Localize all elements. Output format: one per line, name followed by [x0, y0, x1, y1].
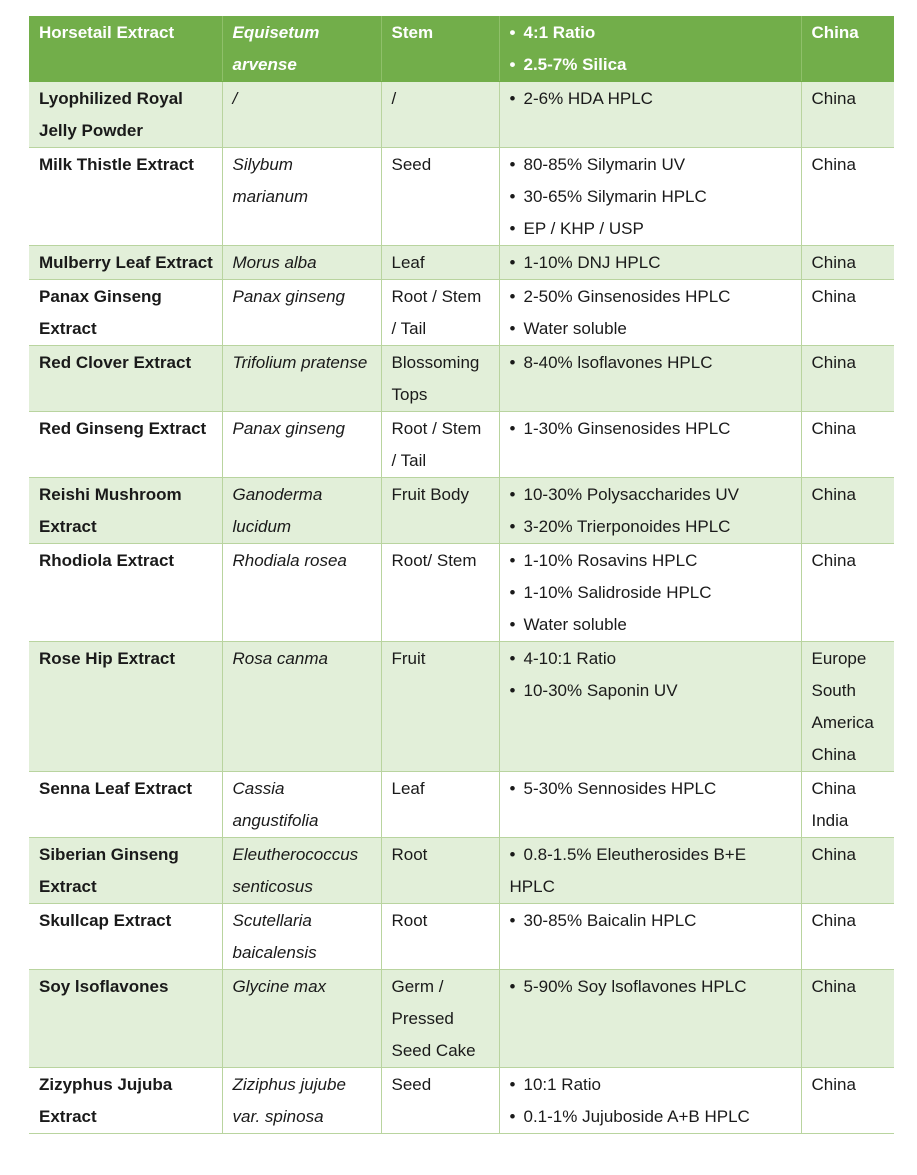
bullet-icon: •: [509, 155, 516, 174]
latin-name: Ziziphus jujube var. spinosa: [222, 1068, 381, 1134]
origin-country: China: [811, 551, 856, 570]
bullet-icon: •: [509, 485, 516, 504]
specification-text: 30-85% Baicalin HPLC: [523, 911, 697, 930]
specification-item: [510, 1101, 793, 1133]
bullet-icon: •: [509, 1075, 516, 1094]
specification-item: [510, 1069, 793, 1101]
latin-name: Silybum marianum: [222, 148, 381, 246]
origin-country: China: [811, 287, 856, 306]
bullet-icon: •: [509, 219, 516, 238]
specification-text: 10-30% Saponin UV: [523, 681, 678, 700]
bullet-icon: •: [509, 23, 516, 42]
table-row: [29, 246, 894, 280]
bullet-icon: •: [509, 319, 516, 338]
specification-list: [499, 280, 801, 346]
plant-part: Root: [381, 838, 499, 904]
latin-name: /: [222, 82, 381, 148]
origin-list: [801, 838, 894, 904]
specification-text: EP / KHP / USP: [523, 219, 644, 238]
plant-part: Seed: [381, 1068, 499, 1134]
product-name: Siberian Ginseng Extract: [29, 838, 222, 904]
specification-text: 0.8-1.5% Eleutherosides B+E HPLC: [509, 845, 747, 896]
specification-list: [499, 904, 801, 970]
latin-name: Ganoderma lucidum: [222, 478, 381, 544]
specification-text: 10-30% Polysaccharides UV: [523, 485, 739, 504]
table-row: [29, 82, 894, 148]
bullet-icon: •: [509, 977, 516, 996]
origin-list: [801, 904, 894, 970]
product-name: Soy lsoflavones: [29, 970, 222, 1068]
plant-part: Germ / Pressed Seed Cake: [381, 970, 499, 1068]
origin-country: China: [811, 977, 856, 996]
plant-part: Leaf: [381, 772, 499, 838]
origin-country: China: [811, 155, 856, 174]
plant-part: Root / Stem / Tail: [381, 280, 499, 346]
specification-list: [499, 642, 801, 772]
specification-item: [510, 17, 793, 49]
specification-text: 0.1-1% Jujuboside A+B HPLC: [523, 1107, 750, 1126]
bullet-icon: •: [509, 517, 516, 536]
plant-part: Stem: [381, 16, 499, 82]
specification-list: [499, 1068, 801, 1134]
origin-list: [801, 82, 894, 148]
table-row: [29, 412, 894, 478]
bullet-icon: •: [509, 779, 516, 798]
specification-text: 30-65% Silymarin HPLC: [523, 187, 707, 206]
product-name: Mulberry Leaf Extract: [29, 246, 222, 280]
specification-text: 5-30% Sennosides HPLC: [523, 779, 717, 798]
latin-name: Panax ginseng: [222, 280, 381, 346]
origin-list: [801, 1068, 894, 1134]
bullet-icon: •: [509, 649, 516, 668]
latin-name: Trifolium pratense: [222, 346, 381, 412]
specification-item: [510, 609, 793, 641]
plant-part: Root: [381, 904, 499, 970]
plant-part: Blossoming Tops: [381, 346, 499, 412]
latin-name: Equisetum arvense: [222, 16, 381, 82]
plant-part: Leaf: [381, 246, 499, 280]
specification-text: 4-10:1 Ratio: [523, 649, 617, 668]
specification-item: [510, 773, 793, 805]
latin-name: Rhodiala rosea: [222, 544, 381, 642]
specification-text: 1-10% Rosavins HPLC: [523, 551, 698, 570]
origin-country: China: [811, 353, 856, 372]
specification-text: 8-40% lsoflavones HPLC: [523, 353, 713, 372]
bullet-icon: •: [509, 253, 516, 272]
specification-item: [510, 971, 793, 1003]
specification-text: 1-30% Ginsenosides HPLC: [523, 419, 731, 438]
table-row: [29, 772, 894, 838]
specification-text: 2-6% HDA HPLC: [523, 89, 653, 108]
specification-item: [510, 643, 793, 675]
table-row: [29, 838, 894, 904]
plant-part: Root / Stem / Tail: [381, 412, 499, 478]
origin-list: [801, 412, 894, 478]
specification-text: 2.5-7% Silica: [523, 55, 627, 74]
product-name: Senna Leaf Extract: [29, 772, 222, 838]
product-name: Panax Ginseng Extract: [29, 280, 222, 346]
product-name: Milk Thistle Extract: [29, 148, 222, 246]
origin-country: China: [811, 911, 856, 930]
origin-country: India: [811, 811, 849, 830]
specification-list: [499, 148, 801, 246]
origin-country: China: [811, 1075, 856, 1094]
specification-item: [510, 181, 793, 213]
table-row: [29, 478, 894, 544]
latin-name: Scutellaria baicalensis: [222, 904, 381, 970]
bullet-icon: •: [509, 353, 516, 372]
specification-item: [510, 281, 793, 313]
bullet-icon: •: [509, 187, 516, 206]
specification-text: 1-10% DNJ HPLC: [523, 253, 661, 272]
product-name: Rose Hip Extract: [29, 642, 222, 772]
origin-list: [801, 346, 894, 412]
origin-list: [801, 970, 894, 1068]
specification-item: [510, 905, 793, 937]
plant-part: Fruit Body: [381, 478, 499, 544]
bullet-icon: •: [509, 615, 516, 634]
latin-name: Glycine max: [222, 970, 381, 1068]
product-name: Zizyphus Jujuba Extract: [29, 1068, 222, 1134]
product-table-body: [29, 16, 894, 1134]
origin-list: [801, 544, 894, 642]
origin-list: [801, 246, 894, 280]
origin-country: China: [811, 23, 859, 42]
specification-item: [510, 413, 793, 445]
specification-list: [499, 544, 801, 642]
product-table: [29, 16, 894, 1134]
latin-name: Panax ginseng: [222, 412, 381, 478]
specification-list: [499, 16, 801, 82]
specification-item: [510, 83, 793, 115]
origin-list: [801, 478, 894, 544]
origin-list: [801, 772, 894, 838]
product-name: Red Ginseng Extract: [29, 412, 222, 478]
specification-item: [510, 511, 793, 543]
bullet-icon: •: [509, 551, 516, 570]
specification-item: [510, 49, 793, 81]
specification-list: [499, 838, 801, 904]
origin-country: China: [811, 485, 856, 504]
product-name: Red Clover Extract: [29, 346, 222, 412]
specification-list: [499, 246, 801, 280]
origin-list: [801, 280, 894, 346]
specification-item: [510, 675, 793, 707]
specification-list: [499, 412, 801, 478]
bullet-icon: •: [509, 911, 516, 930]
specification-item: [510, 545, 793, 577]
table-row: [29, 544, 894, 642]
specification-list: [499, 478, 801, 544]
specification-list: [499, 970, 801, 1068]
specification-text: 5-90% Soy lsoflavones HPLC: [523, 977, 747, 996]
table-row: [29, 970, 894, 1068]
origin-country: China: [811, 253, 856, 272]
product-name: Lyophilized Royal Jelly Powder: [29, 82, 222, 148]
specification-item: [510, 479, 793, 511]
plant-part: Fruit: [381, 642, 499, 772]
product-name: Reishi Mushroom Extract: [29, 478, 222, 544]
specification-text: 1-10% Salidroside HPLC: [523, 583, 712, 602]
table-row: [29, 346, 894, 412]
bullet-icon: •: [509, 681, 516, 700]
plant-part: Seed: [381, 148, 499, 246]
specification-text: 4:1 Ratio: [523, 23, 596, 42]
specification-list: [499, 82, 801, 148]
bullet-icon: •: [509, 419, 516, 438]
latin-name: Cassia angustifolia: [222, 772, 381, 838]
specification-item: [510, 313, 793, 345]
bullet-icon: •: [509, 287, 516, 306]
table-row: [29, 280, 894, 346]
latin-name: Rosa canma: [222, 642, 381, 772]
specification-text: 3-20% Trierponoides HPLC: [523, 517, 731, 536]
specification-item: [510, 347, 793, 379]
table-row: [29, 642, 894, 772]
latin-name: Eleutherococcus senticosus: [222, 838, 381, 904]
specification-item: [510, 213, 793, 245]
origin-country: South America: [811, 681, 874, 732]
bullet-icon: •: [509, 583, 516, 602]
specification-item: [510, 149, 793, 181]
product-name: Rhodiola Extract: [29, 544, 222, 642]
origin-list: [801, 642, 894, 772]
specification-text: Water soluble: [523, 319, 627, 338]
specification-list: [499, 346, 801, 412]
bullet-icon: •: [509, 55, 516, 74]
origin-country: China: [811, 419, 856, 438]
latin-name: Morus alba: [222, 246, 381, 280]
bullet-icon: •: [509, 845, 516, 864]
origin-country: China: [811, 845, 856, 864]
specification-list: [499, 772, 801, 838]
origin-list: [801, 148, 894, 246]
table-row: [29, 1068, 894, 1134]
origin-country: Europe: [811, 649, 867, 668]
origin-list: [801, 16, 894, 82]
specification-item: [510, 247, 793, 279]
specification-item: [510, 577, 793, 609]
table-row: [29, 148, 894, 246]
origin-country: China: [811, 745, 856, 764]
table-row: [29, 904, 894, 970]
specification-item: [510, 839, 793, 903]
product-name: Horsetail Extract: [29, 16, 222, 82]
specification-text: 2-50% Ginsenosides HPLC: [523, 287, 731, 306]
bullet-icon: •: [509, 89, 516, 108]
specification-text: 10:1 Ratio: [523, 1075, 601, 1094]
origin-country: China: [811, 779, 856, 798]
product-name: Skullcap Extract: [29, 904, 222, 970]
specification-text: 80-85% Silymarin UV: [523, 155, 686, 174]
bullet-icon: •: [509, 1107, 516, 1126]
table-row-top: [29, 16, 894, 82]
specification-text: Water soluble: [523, 615, 627, 634]
origin-country: China: [811, 89, 856, 108]
plant-part: Root/ Stem: [381, 544, 499, 642]
plant-part: /: [381, 82, 499, 148]
